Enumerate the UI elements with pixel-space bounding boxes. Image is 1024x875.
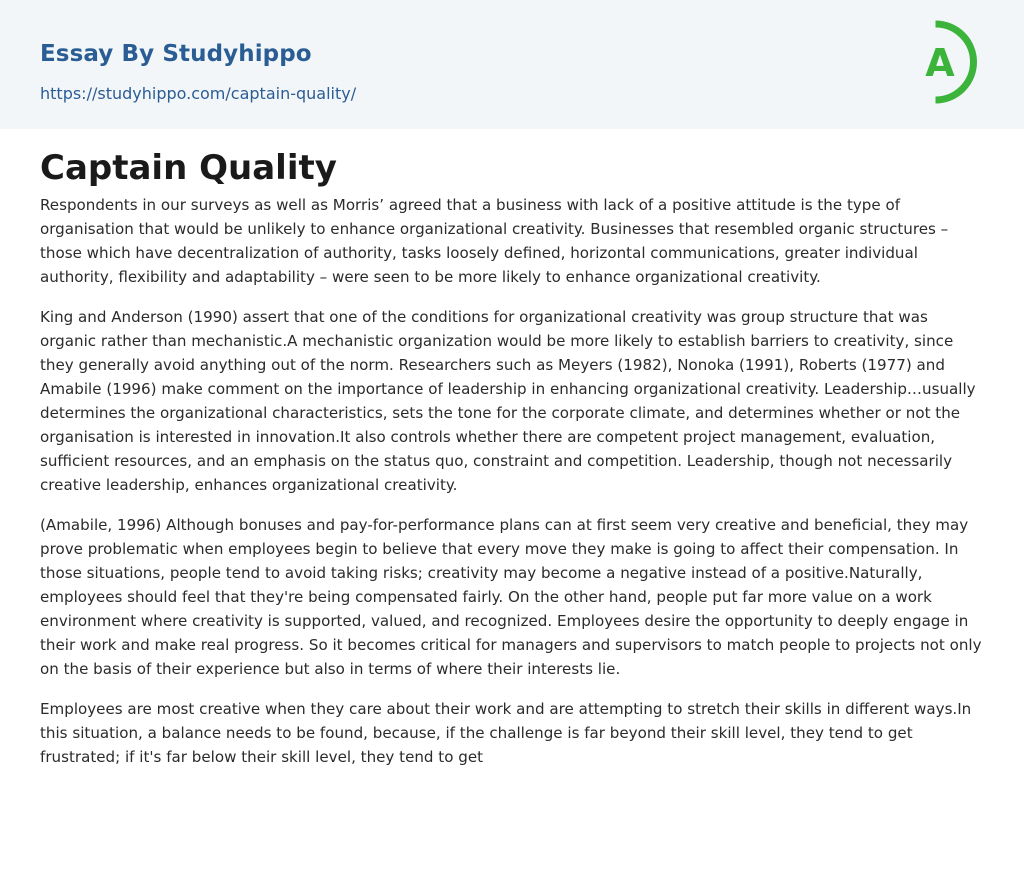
page-title: Captain Quality xyxy=(40,148,337,188)
site-header xyxy=(0,0,1024,129)
paragraph-1: Respondents in our surveys as well as Morris’ agreed that a business with lack of a positive attitude is the type of organisation that would be unlikely to enhance organizational creativity. Businesses that resembled organic structures – those which have decentralization of authority, tasks loosely defined, horizontal communications, greater individual authority, flexibility and adaptability – were seen to be more likely to enhance organizational creativity. xyxy=(40,196,949,286)
brand-title[interactable]: Essay By Studyhippo xyxy=(40,41,312,67)
paragraph-4: Employees are most creative when they care about their work and are attempting to stretch their skills in different ways.In this situation, a balance needs to be found, because, if the challenge is far beyond their skill level, they tend to get frustrated; if it's far below their skill level, they tend to get xyxy=(40,700,972,766)
studyhippo-logo-icon[interactable] xyxy=(912,20,986,104)
paragraph-3: (Amabile, 1996) Although bonuses and pay-for-performance plans can at first seem very creative and beneficial, they may prove problematic when employees begin to believe that every move they make is going to affect their compensation. In those situations, people tend to avoid taking risks; creativity may become a negative instead of a positive.Naturally, employees should feel that they're being compensated fairly. On the other hand, people put far more value on a work environment where creativity is supported, valued, and recognized. Employees desire the opportunity to deeply engage in their work and make real progress. So it becomes critical for managers and supervisors to match people to projects not only on the basis of their experience but also in terms of where their interests lie. xyxy=(40,516,982,678)
source-url-link[interactable]: https://studyhippo.com/captain-quality/ xyxy=(40,84,357,103)
article xyxy=(0,147,1024,769)
logo-letter: A xyxy=(925,41,955,85)
paragraph-2: King and Anderson (1990) assert that one of the conditions for organizational creativity was group structure that was organic rather than mechanistic.A mechanistic organization would be more likely to establish barriers to creativity, since they generally avoid anything out of the norm. Researchers such as Meyers (1982), Nonoka (1991), Roberts (1977) and Amabile (1996) make comment on the importance of leadership in enhancing organizational creativity. Leadership…usually determines the organizational characteristics, sets the tone for the corporate climate, and determines whether or not the organisation is interested in innovation.It also controls whether there are competent project management, evaluation, sufficient resources, and an emphasis on the status quo, constraint and competition. Leadership, though not necessarily creative leadership, enhances organizational creativity. xyxy=(40,308,976,494)
